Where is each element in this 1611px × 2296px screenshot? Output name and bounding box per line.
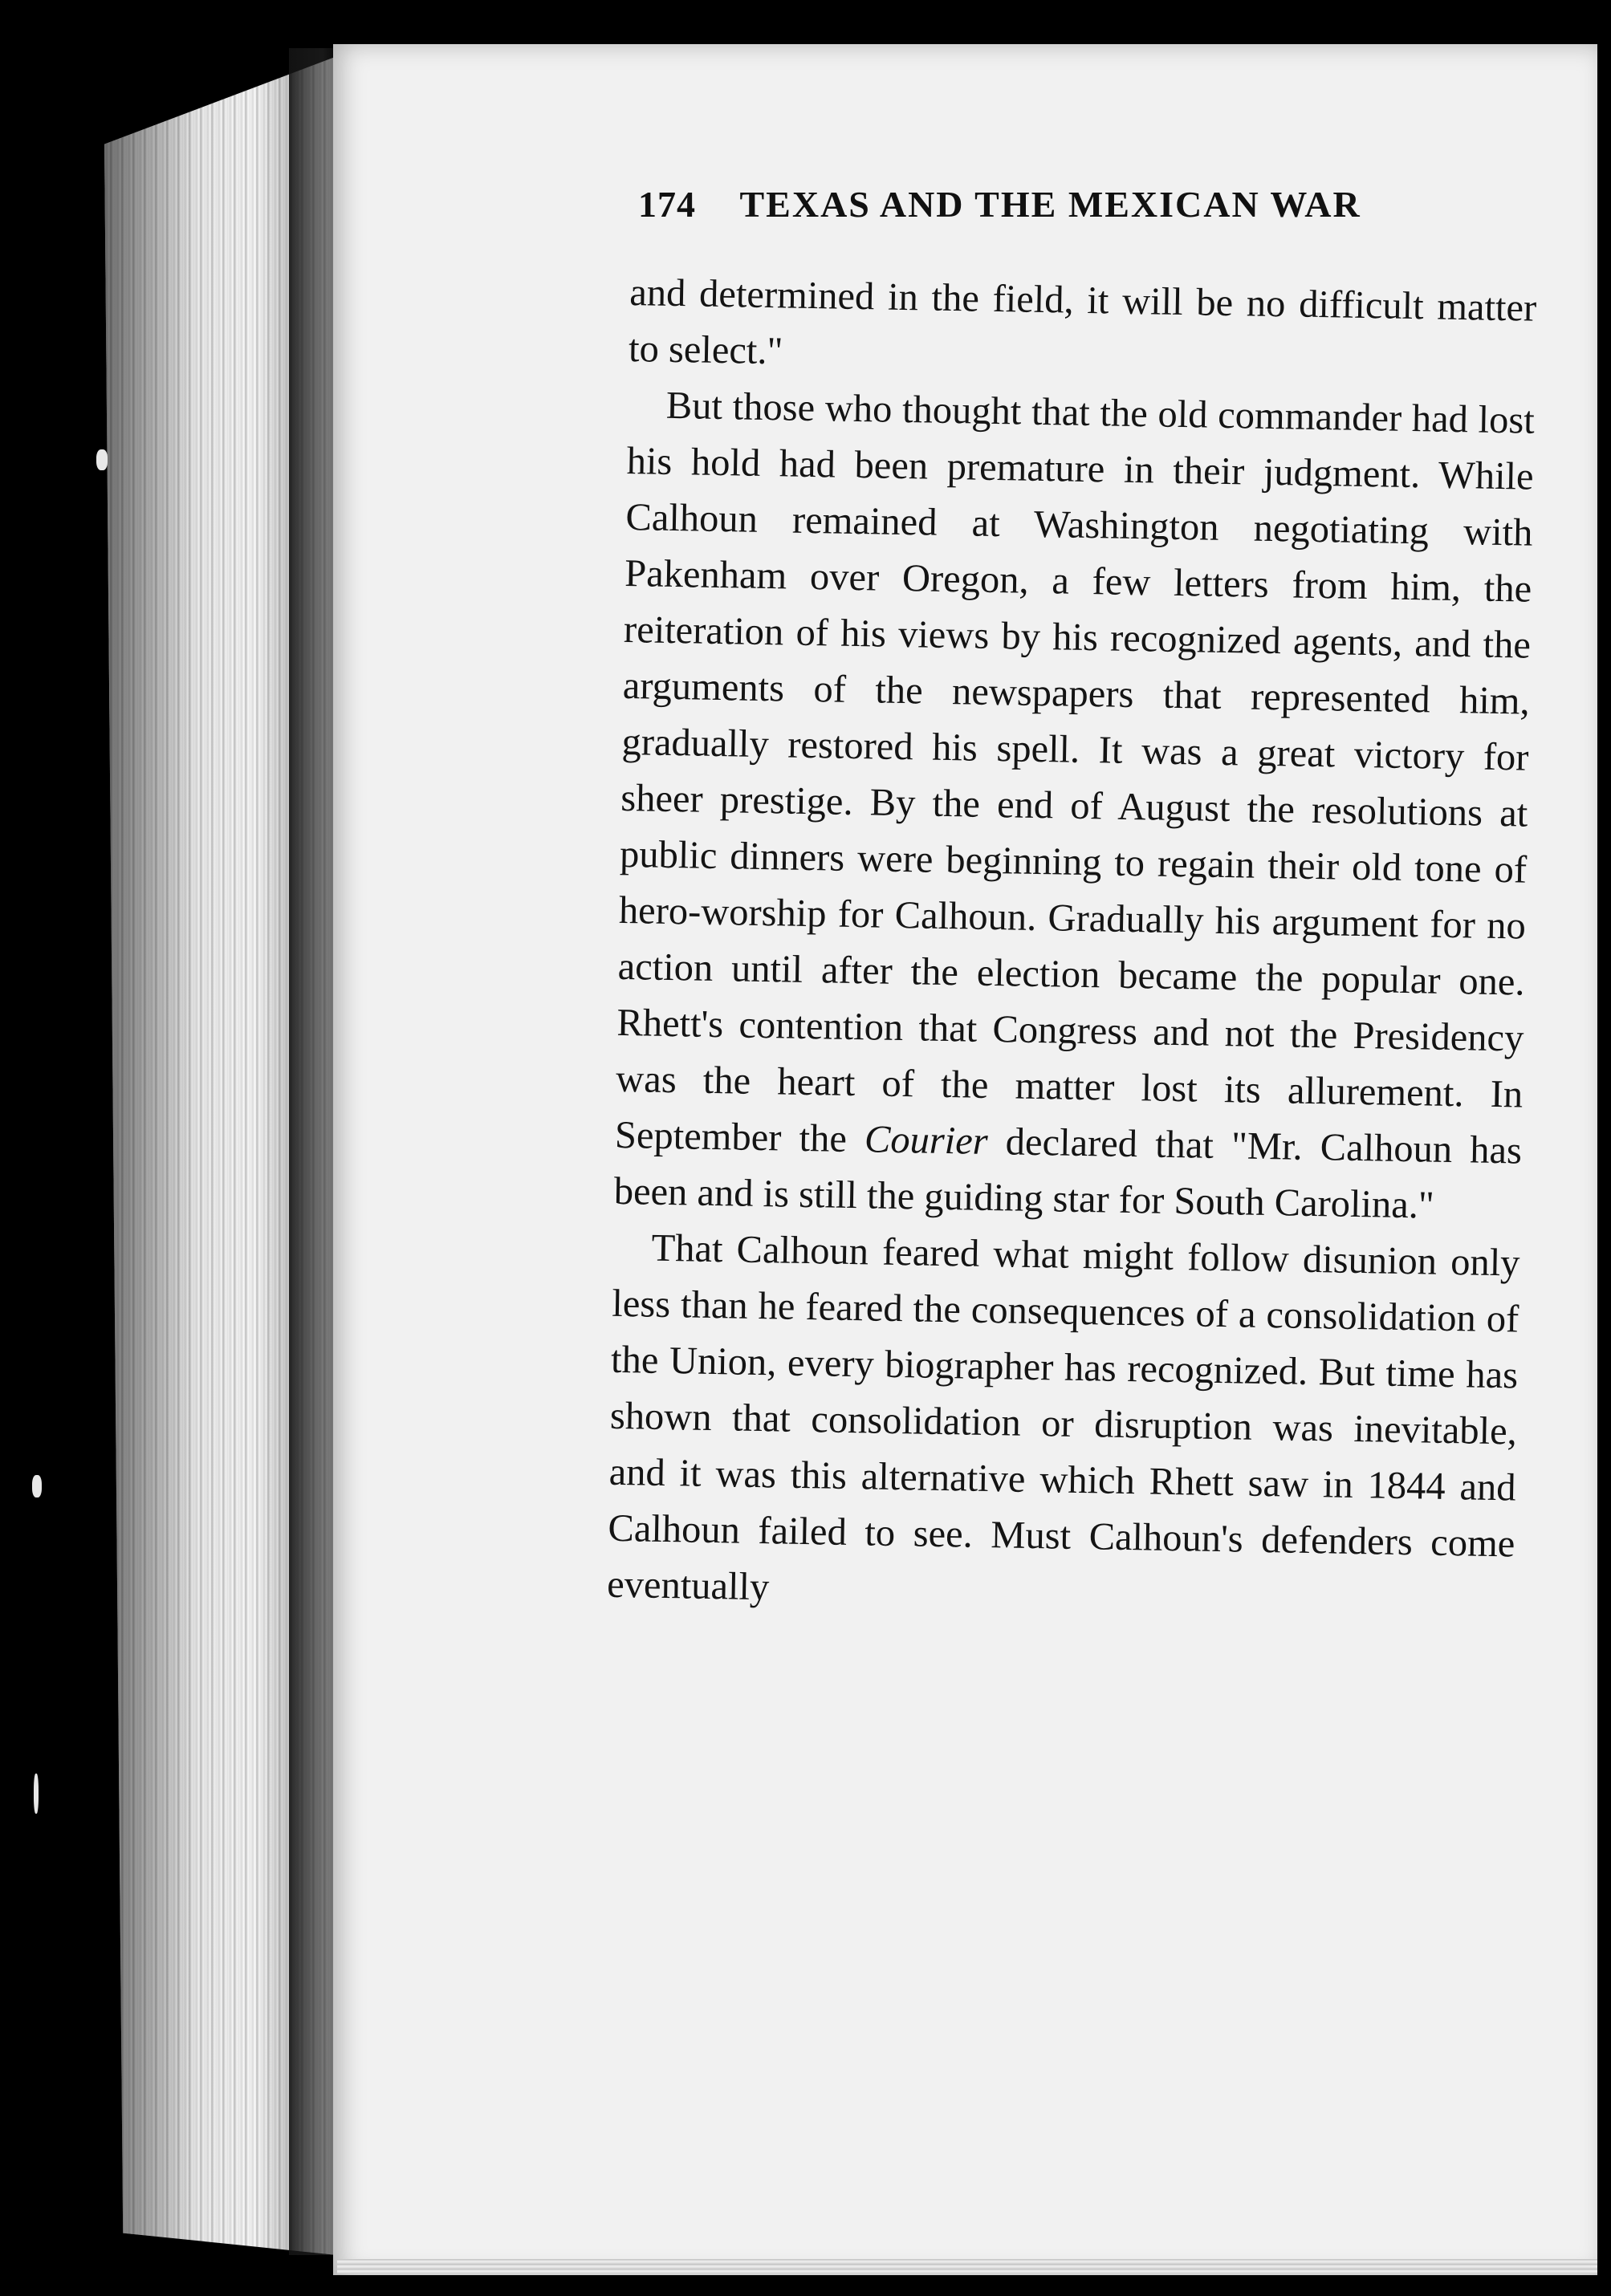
page-bottom-edge (337, 2259, 1597, 2274)
paragraph-text: But those who thought that the old commander had lost his hold had been premature in their judgment. While Calhoun remained at Washington negotiating with Pakenham over Oregon, a few letters from him, the reiteration of his views by his recognized agents, and the arguments of the newspapers that represented him, gradually restored his spell. It was a great victory for sheer prestige. By the end of August the resolutions at public dinners were beginning to regain their old tone of hero-worship for Calhoun. Gradually his argument for no action until after the election became the popular one. Rhett's contention that Congress and not the Presidency was the heart of the matter lost its allurement. In September the (614, 384, 1536, 1160)
paragraph-text-end: declared that "Mr. Calhoun has been and is still the guiding star for South Carolina." (613, 1120, 1523, 1227)
edge-speck (32, 1475, 42, 1497)
page-number: 174 (638, 184, 696, 225)
edge-speck (34, 1774, 39, 1814)
paragraph-calhoun-prestige (613, 377, 1535, 1236)
body-text (607, 265, 1537, 1628)
paragraph-continuation: and determined in the field, it will be no difficult matter to select." (628, 270, 1537, 373)
newspaper-title: Courier (864, 1118, 989, 1163)
running-title: TEXAS AND THE MEXICAN WAR (739, 184, 1361, 225)
paragraph-disunion: That Calhoun feared what might follow disunion only less than he feared the consequences of a consolidation of the Union, every biographer has recognized. But time has shown that consolidation or disruption was inevitable, and it was this alternative which Rhett saw in 1844 and Calhoun failed to see. Must Calhoun's defenders come eventually (606, 1226, 1520, 1609)
edge-speck (96, 449, 108, 470)
running-head (638, 183, 1529, 226)
